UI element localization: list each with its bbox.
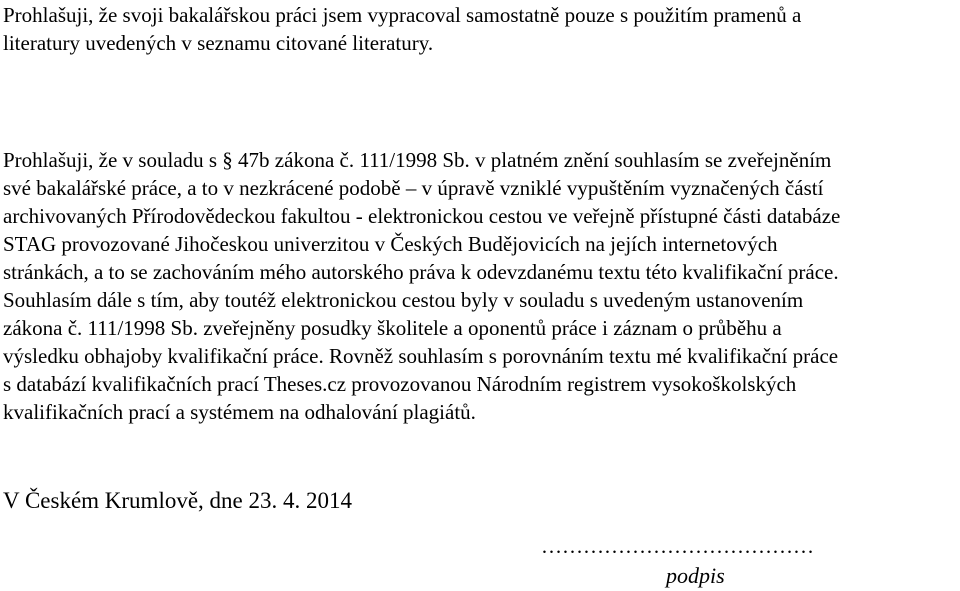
text-line: literatury uvedených v seznamu citované literatury. <box>3 31 434 55</box>
text-line: STAG provozované Jihočeskou univerzitou v Českých Budějovicích na jejích internetových <box>3 232 778 256</box>
text-line: archivovaných Přírodovědeckou fakultou - elektronickou cestou ve veřejně přístupné části databáze <box>3 204 841 228</box>
text-line: své bakalářské práce, a to v nezkrácené podobě – v úpravě vzniklé vypuštěním vyznačených částí <box>3 176 824 200</box>
text-line: kvalifikačních prací a systémem na odhalování plagiátů. <box>3 400 476 424</box>
declaration-paragraph-publication-consent <box>3 146 955 426</box>
text-line: s databází kvalifikačních prací Theses.cz provozovanou Národním registrem vysokoškolských <box>3 372 797 396</box>
text-line: Prohlašuji, že svoji bakalářskou práci jsem vypracoval samostatně pouze s použitím pramenů a <box>3 3 802 27</box>
signature-line: ………………………………… <box>541 534 814 558</box>
signature-label: podpis <box>666 563 725 588</box>
text-line: stránkách, a to se zachováním mého autorského práva k odevzdanému textu této kvalifikační práce. <box>3 260 839 284</box>
text-line: zákona č. 111/1998 Sb. zveřejněny posudky školitele a oponentů práce i záznam o průběhu a <box>3 316 782 340</box>
text-line: Souhlasím dále s tím, aby toutéž elektronickou cestou byly v souladu s uvedeným ustanovením <box>3 288 804 312</box>
text-line: Prohlašuji, že v souladu s § 47b zákona č. 111/1998 Sb. v platném znění souhlasím se zveřejněním <box>3 148 832 172</box>
declaration-paragraph-authorship <box>3 1 955 57</box>
place-and-date: V Českém Krumlově, dne 23. 4. 2014 <box>3 488 353 513</box>
text-line: výsledku obhajoby kvalifikační práce. Rovněž souhlasím s porovnáním textu mé kvalifikační práce <box>3 344 839 368</box>
